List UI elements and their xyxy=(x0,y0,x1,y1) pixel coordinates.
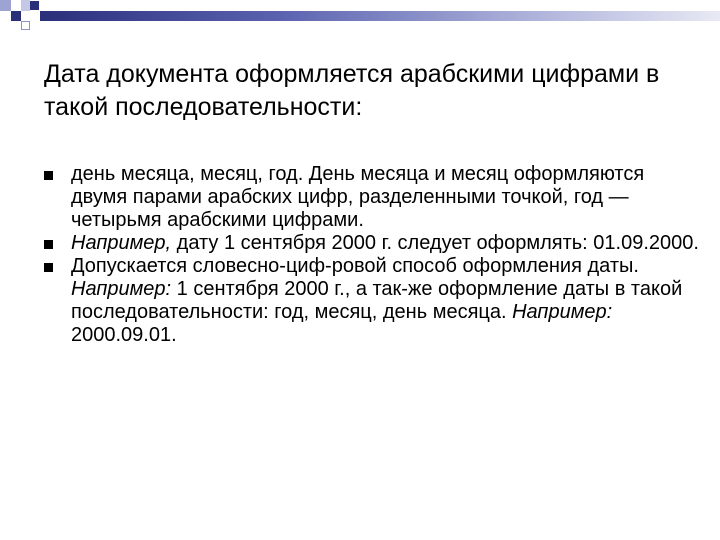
decor-square xyxy=(0,21,11,31)
slide-title: Дата документа оформляется арабскими цифрами в такой последовательности: xyxy=(44,60,660,121)
square-bullet-icon xyxy=(44,171,53,180)
decor-square xyxy=(11,11,21,21)
decor-square xyxy=(30,1,39,10)
bullet-italic-text: Например, xyxy=(71,232,172,254)
bullet-text: Допускается словесно-циф-ровой способ оформления даты. xyxy=(71,255,639,277)
square-bullet-icon xyxy=(44,240,53,249)
decor-band xyxy=(40,11,720,21)
bullet-item xyxy=(44,232,704,255)
bullet-italic-text: Например: xyxy=(71,278,172,300)
decor-square xyxy=(21,21,30,30)
decor-square xyxy=(21,0,30,11)
bullet-italic-text: Например: xyxy=(512,301,613,323)
bullet-list xyxy=(44,163,704,347)
bullet-item xyxy=(44,163,704,232)
bullet-text: 2000.09.01. xyxy=(71,324,177,346)
decor-square xyxy=(0,0,11,11)
bullet-text: день месяца, месяц, год. День месяца и месяц оформляются двумя парами арабских цифр, разделенными точкой, год — четырьмя арабскими цифрами. xyxy=(71,163,645,231)
bullet-text: 1 сентября 2000 г., а так-же оформление даты в такой последовательности: год, месяц, день месяца. xyxy=(71,278,683,323)
square-bullet-icon xyxy=(44,263,53,272)
bullet-text: дату 1 сентября 2000 г. следует оформлять: 01.09.2000. xyxy=(171,232,699,254)
bullet-item xyxy=(44,255,704,347)
decorative-header xyxy=(0,0,720,40)
